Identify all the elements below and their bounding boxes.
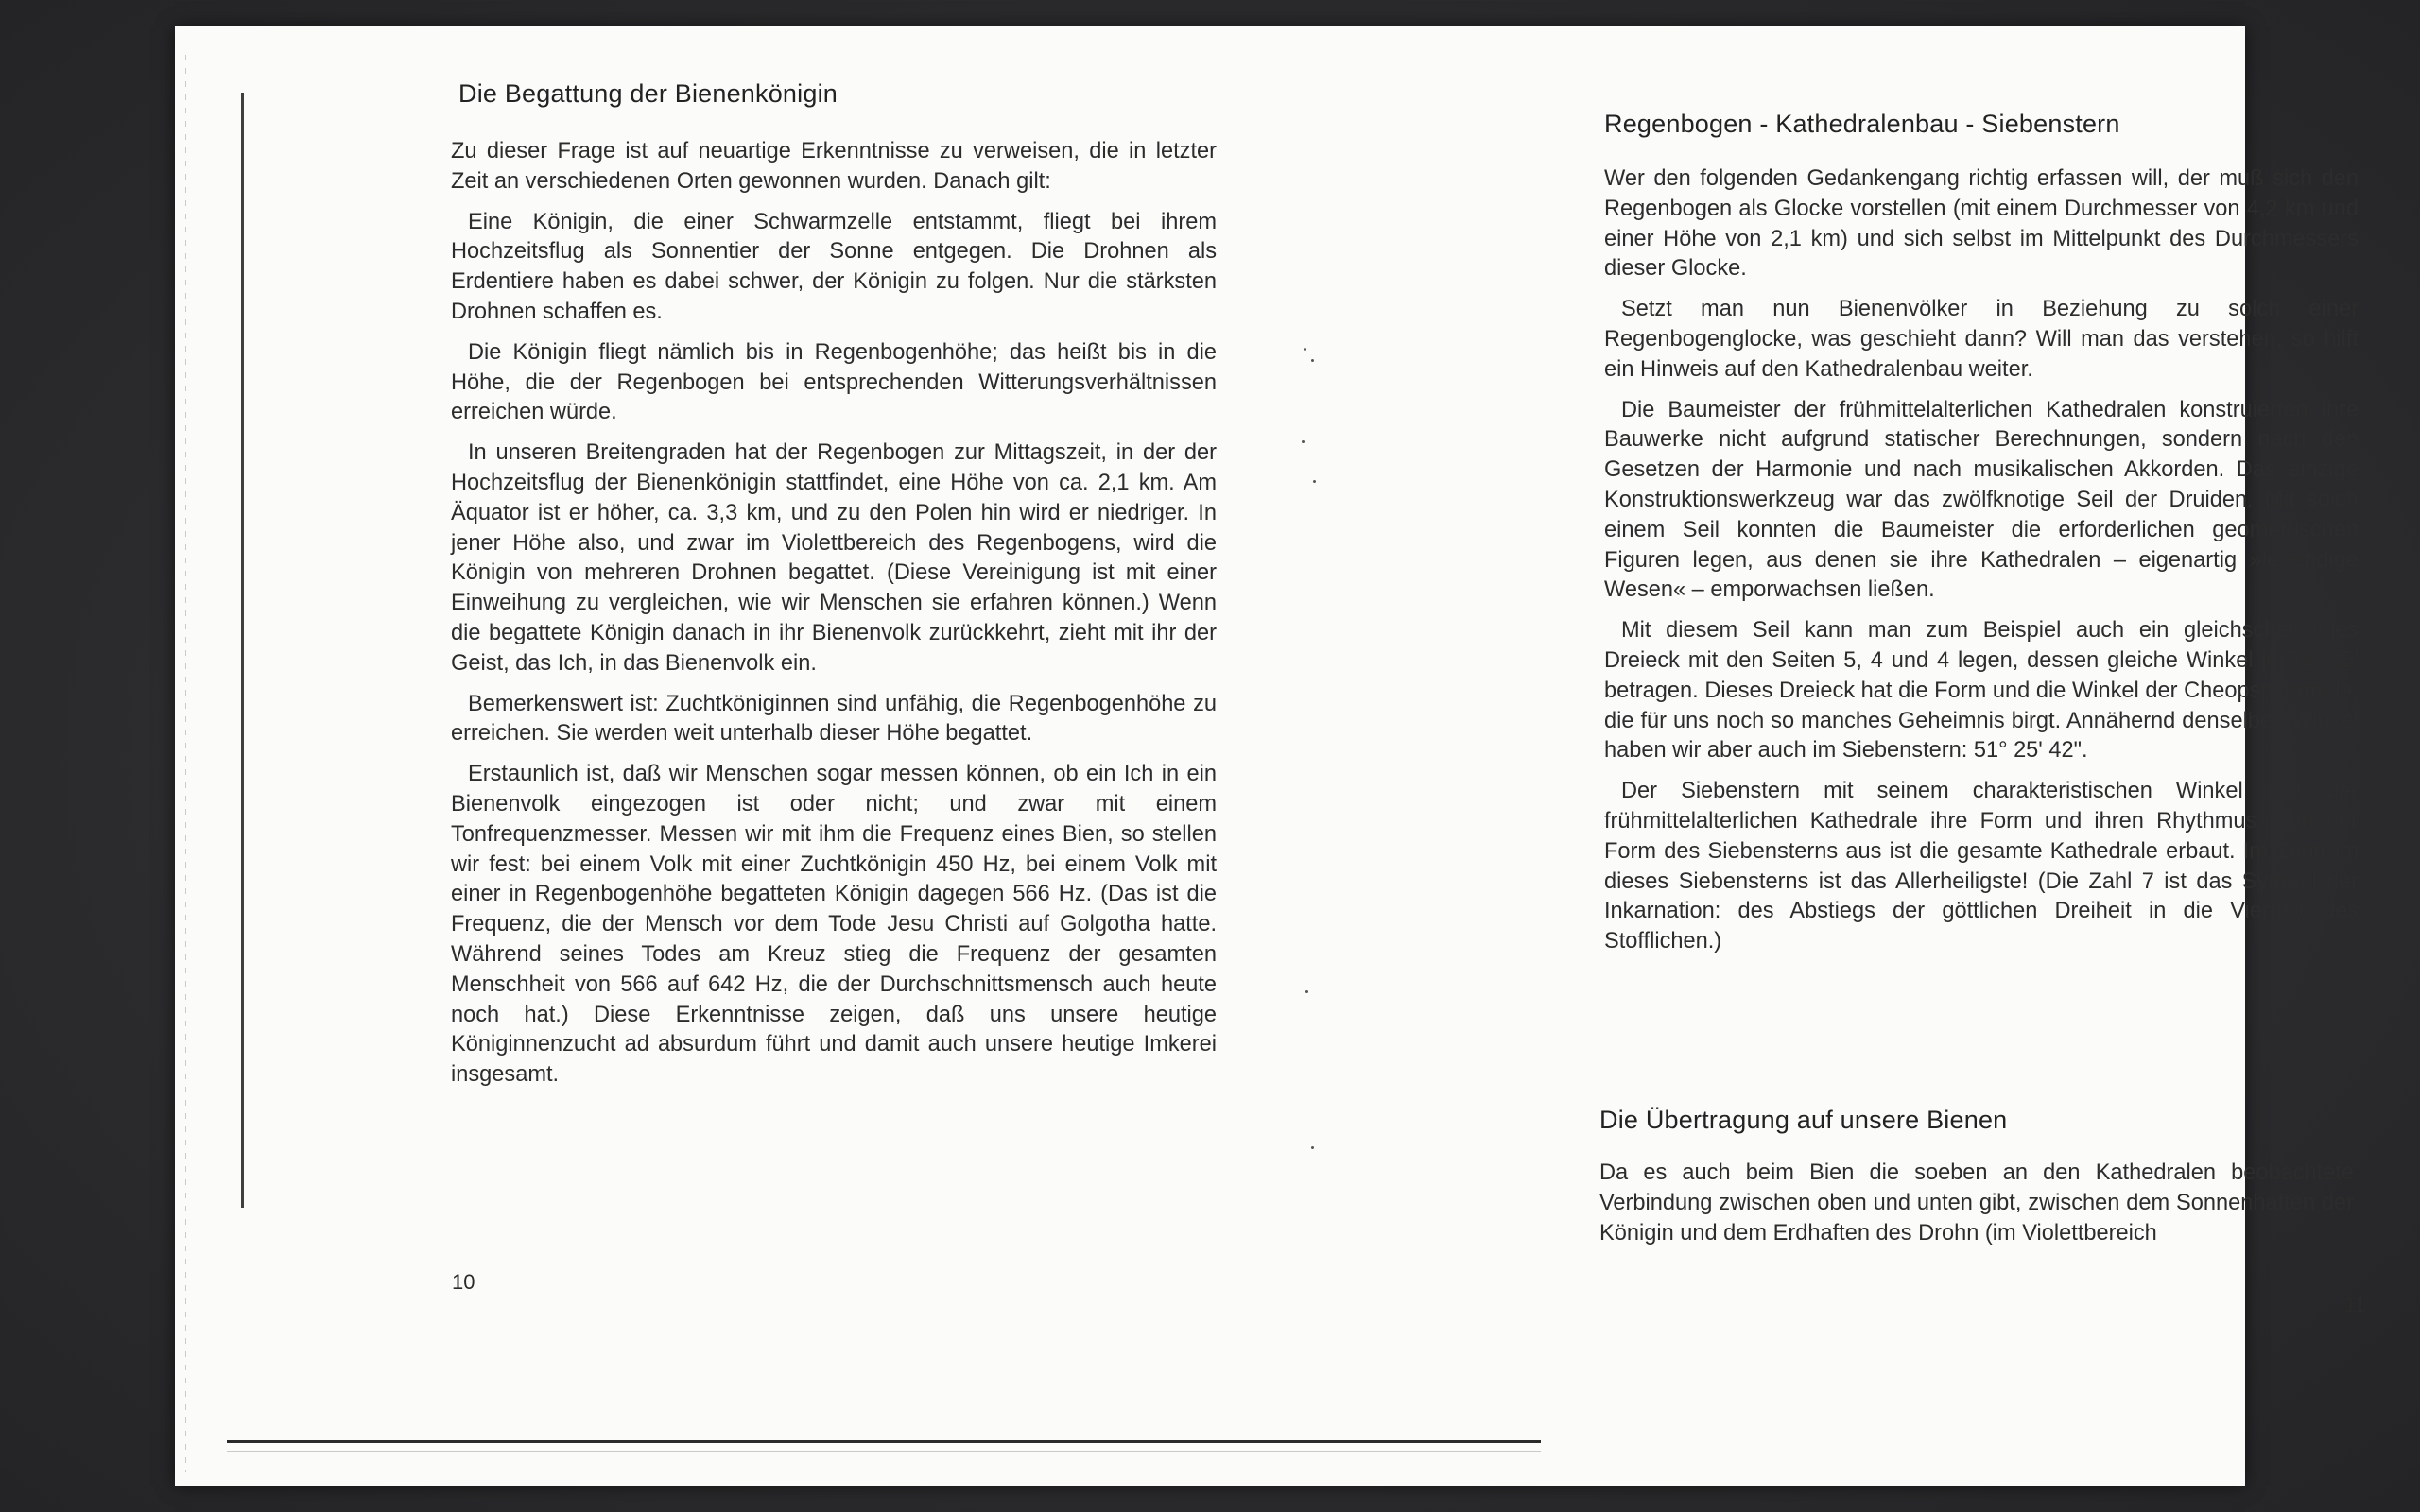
page-number-left: 10 [452,1270,475,1294]
scanned-book-spread [175,26,2366,1486]
right-paragraph: Wer den folgenden Gedankengang richtig erfassen will, der muß sich den Regenbogen als Glocke vorstellen (mit einem Durchmesser von 4,2 km und einer Höhe von 2,1 km) und sich selbst im Mittelpunkt des Durchmessers dieser Glocke. [1604,166,2359,282]
right-page-heading-1: Regenbogen - Kathedralenbau - Siebenstern [1604,110,2120,138]
left-paragraph: Bemerkenswert ist: Zuchtköniginnen sind unfähig, die Regenbogenhöhe zu erreichen. Sie werden weit unterhalb dieser Höhe begattet. [451,691,1217,747]
right-page [1309,26,2366,1486]
page-number-right: 11 [2344,1293,2366,1316]
right-page-body-1 [1604,164,2359,968]
left-page [175,26,1309,1486]
left-paragraph: Eine Königin, die einer Schwarmzelle entstammt, fliegt bei ihrem Hochzeitsflug als Sonnentier der Sonne entgegen. Die Drohnen als Erdentiere haben es dabei schwer, der Königin zu folgen. Nur die stärksten Drohnen schaffen es. [451,209,1217,324]
right-paragraph: Setzt man nun Bienenvölker in Beziehung zu solch einer Regenbogenglocke, was geschieht dann? Will man das verstehen, so hilft ein Hinweis auf den Kathedralenbau weiter. [1604,297,2359,382]
right-page-heading-2: Die Übertragung auf unsere Bienen [1599,1106,2008,1134]
right-paragraph: Der Siebenstern mit seinem charakteristischen Winkel gibt der frühmittelalterlichen Kathedrale ihre Form und ihren Rhythmus. Von der Form des Siebensterns aus ist die gesamte Kathedrale erbaut. Im Zentrum dieses Siebensterns ist das Allerheiligste! (Die Zahl 7 ist das Symbol der Inkarnation: des Abstiegs der göttlichen Dreiheit in die Vierheit des Stofflichen.) [1604,779,2359,954]
right-paragraph: Da es auch beim Bien die soeben an den Kathedralen beobachtete Verbindung zwischen oben und unten gibt, zwischen dem Sonnenhaften der Königin und dem Erdhaften des Drohn (im Violettbereich [1599,1160,2354,1246]
left-paragraph: Erstaunlich ist, daß wir Menschen sogar messen können, ob ein Ich in ein Bienenvolk eingezogen ist oder nicht; und zwar mit einem Tonfrequenzmesser. Messen wir mit ihm die Frequenz eines Bien, so stellen wir fest: bei einem Volk mit einer Zuchtkönigin 450 Hz, bei einem Volk mit einer in Regenbogenhöhe begatteten Königin dagegen 566 Hz. (Das ist die Frequenz, die der Mensch vor dem Tode Jesu Christi auf Golgotha hatte. Während seines Todes am Kreuz stieg die Frequenz der gesamten Menschheit von 566 auf 642 Hz, die der Durchschnittsmensch auch heute noch hat.) Diese Erkenntnisse zeigen, daß uns unsere heutige Königinnenzucht ad absurdum führt und damit auch unsere heutige Imkerei insgesamt. [451,762,1217,1088]
left-paragraph: In unseren Breitengraden hat der Regenbogen zur Mittagszeit, in der der Hochzeitsflug der Bienenkönigin stattfindet, eine Höhe von ca. 2,1 km. Am Äquator ist er höher, ca. 3,3 km, und zu den Polen hin wird er niedriger. In jener Höhe also, und zwar im Violettbereich des Regenbogens, wird die Königin von mehreren Drohnen begattet. (Diese Vereinigung ist mit einer Einweihung zu vergleichen, wie wir Menschen sie erfahren können.) Wenn die begattete Königin danach in ihr Bienenvolk zurückkehrt, zieht mit ihr der Geist, das Ich, in das Bienenvolk ein. [451,440,1217,676]
right-page-body-2 [1599,1159,2354,1259]
right-paragraph: Mit diesem Seil kann man zum Beispiel auch ein gleichschenkliges Dreieck mit den Seiten 5, 4 und 4 legen, dessen gleiche Winkel je 51° 25' betragen. Dieses Dreieck hat die Form und die Winkel der Cheopspyramide, die für uns noch so manches Geheimnis birgt. Annähernd denselben Winkel haben wir aber auch im Siebenstern: 51° 25' 42". [1604,618,2359,764]
right-paragraph: Die Baumeister der frühmittelalterlichen Kathedralen konstruierten ihre Bauwerke nicht aufgrund statischer Berechnungen, sondern nach den Gesetzen der Harmonie und nach musikalischen Akkorden. Das einzige Konstruktionswerkzeug war das zwölfknotige Seil der Druiden. Mit solch einem Seil konnten die Baumeister die erforderlichen geometrischen Figuren legen, aus denen sie ihre Kathedralen – eigenartig »lebendige Wesen« – emporwachsen ließen. [1604,397,2359,603]
left-paragraph: Zu dieser Frage ist auf neuartige Erkenntnisse zu verweisen, die in letzter Zeit an verschiedenen Orten gewonnen wurden. Danach gilt: [451,139,1217,194]
left-page-heading: Die Begattung der Bienenkönigin [458,79,838,108]
left-paragraph: Die Königin fliegt nämlich bis in Regenbogenhöhe; das heißt bis in die Höhe, die der Regenbogen bei entsprechenden Witterungsverhältnissen erreichen würde. [451,339,1217,425]
left-page-body [451,137,1217,1101]
